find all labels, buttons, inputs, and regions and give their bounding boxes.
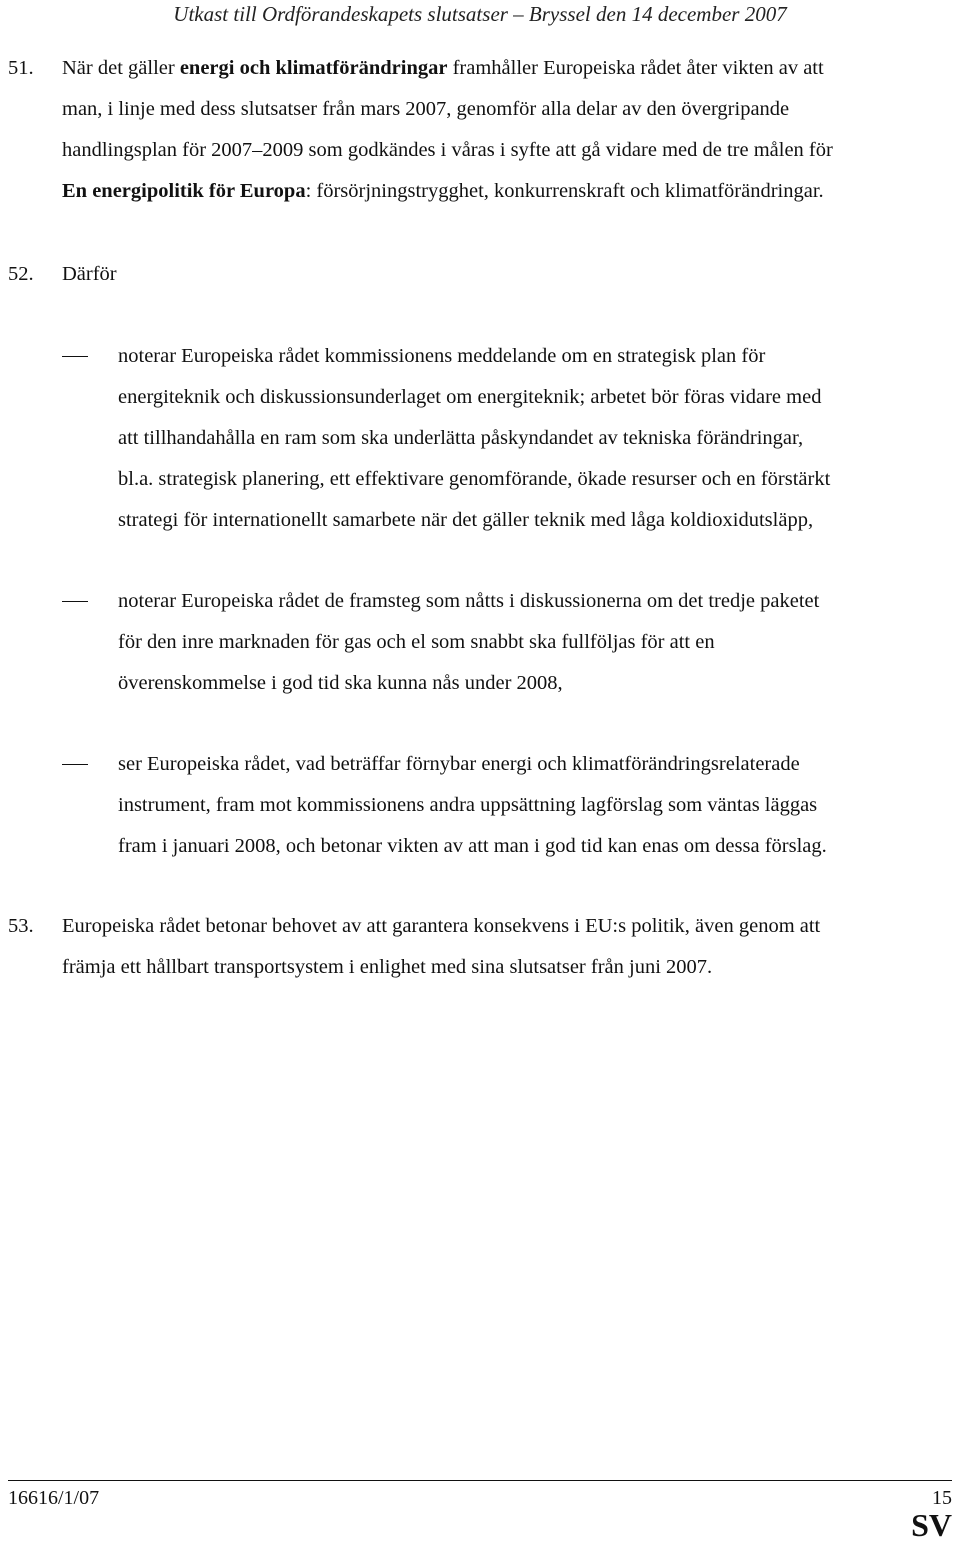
text-run: : försörjningstrygghet, konkurrenskraft och klimatförändringar. [305, 180, 824, 202]
page-number: 15 [932, 1487, 952, 1509]
text-line: man, i linje med dess slutsatser från mars 2007, genomför alla delar av den övergripande [62, 98, 790, 120]
text-line: handlingsplan för 2007–2009 som godkändes i våras i syfte att gå vidare med de tre målen för [62, 139, 833, 161]
text-line: främja ett hållbart transportsystem i enlighet med sina slutsatser från juni 2007. [62, 956, 713, 978]
text-line: Därför [62, 263, 117, 285]
text-line: Europeiska rådet betonar behovet av att garantera konsekvens i EU:s politik, även genom att [62, 915, 821, 937]
bullet-text [118, 336, 948, 541]
dash-marker [62, 601, 88, 602]
paragraph-intro [62, 254, 942, 295]
paragraph-text [62, 48, 942, 212]
text-line: strategi för internationellt samarbete när det gäller teknik med låga koldioxidutsläpp, [118, 509, 814, 531]
dash-marker [62, 356, 88, 357]
text-line: att tillhandahålla en ram som ska underlätta påskyndandet av tekniska förändringar, [118, 427, 804, 449]
paragraph-number: 53. [8, 915, 34, 937]
text-line [62, 48, 942, 89]
running-header: Utkast till Ordförandeskapets slutsatser – Bryssel den 14 december 2007 [173, 2, 787, 26]
paragraph-number: 51. [8, 57, 34, 79]
bold-term: En energipolitik för Europa [62, 180, 306, 202]
paragraph-number: 52. [8, 263, 34, 285]
paragraph-text [62, 906, 942, 988]
text-line: för den inre marknaden för gas och el som snabbt ska fullföljas för att en [118, 631, 715, 653]
bullet-text [118, 744, 948, 867]
text-line: noterar Europeiska rådet kommissionens meddelande om en strategisk plan för [118, 345, 766, 367]
language-code: SV [911, 1507, 952, 1543]
bullet-text [118, 581, 948, 704]
text-line: energiteknik och diskussionsunderlaget om energiteknik; arbetet bör föras vidare med [118, 386, 822, 408]
text-line: instrument, fram mot kommissionens andra uppsättning lagförslag som väntas läggas [118, 794, 818, 816]
text-line: fram i januari 2008, och betonar vikten av att man i god tid kan enas om dessa förslag. [118, 835, 827, 857]
text-line: ser Europeiska rådet, vad beträffar förnybar energi och klimatförändringsrelaterade [118, 753, 800, 775]
text-run: När det gäller [62, 57, 180, 79]
text-line: överenskommelse i god tid ska kunna nås under 2008, [118, 672, 563, 694]
dash-marker [62, 764, 88, 765]
text-line: noterar Europeiska rådet de framsteg som nåtts i diskussionerna om det tredje paketet [118, 590, 820, 612]
footer-divider [8, 1480, 952, 1481]
text-line: bl.a. strategisk planering, ett effektivare genomförande, ökade resurser och en förstärkt [118, 468, 831, 490]
document-number: 16616/1/07 [8, 1487, 100, 1509]
bold-term: energi och klimatförändringar [179, 57, 448, 79]
text-line [62, 171, 942, 212]
text-run: framhåller Europeiska rådet åter vikten av att [447, 57, 824, 79]
